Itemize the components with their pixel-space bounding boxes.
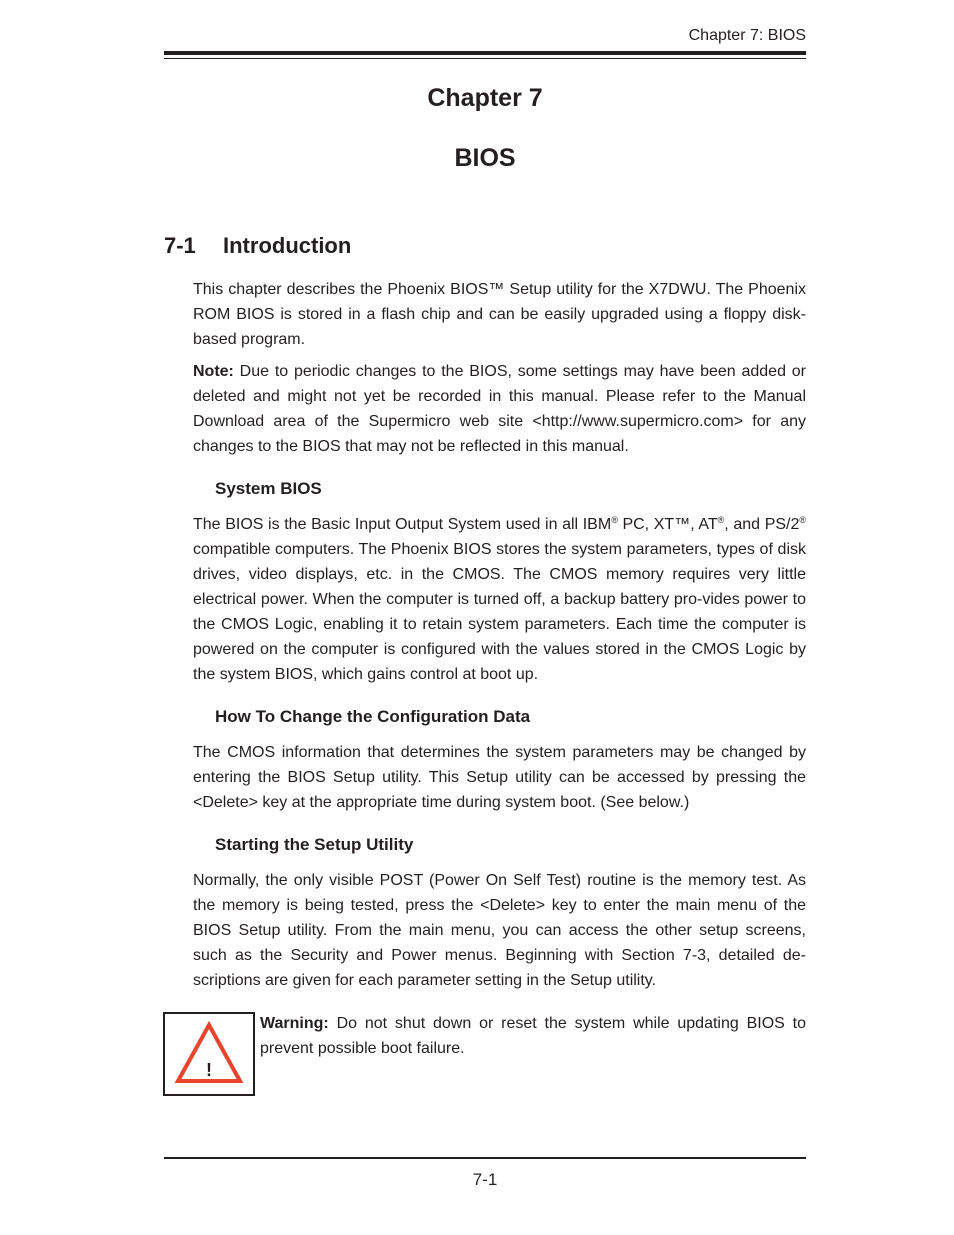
system-bios-text-2: PC, XT™, AT <box>617 516 718 533</box>
config-data-paragraph: The CMOS information that determines the system parameters may be changed by entering the BIOS Setup utility. This Setup utility can be accessed by pressing the <Delete> key at the appropriate time during system boot. (See below.) <box>193 744 806 811</box>
note-text: Due to periodic changes to the BIOS, some settings may have been added or deleted and might not yet be recorded in this manual. Please refer to the Manual Download area of the Supermicro web site <http://www.supermicro.com> for any changes to the BIOS that may not be reflected in this manual. <box>193 363 806 455</box>
system-bios-heading: System BIOS <box>215 479 322 498</box>
system-bios-text-1: The BIOS is the Basic Input Output System used in all IBM <box>193 516 612 533</box>
warning-body: Do not shut down or reset the system while updating BIOS to prevent possible boot failure. <box>260 1015 806 1057</box>
system-bios-paragraph <box>193 512 806 687</box>
registered-mark: ® <box>611 515 618 525</box>
setup-utility-heading: Starting the Setup Utility <box>215 835 414 854</box>
page-number: 7-1 <box>472 1170 498 1189</box>
note-label: Note: <box>193 363 234 380</box>
system-bios-text-4: compatible computers. The Phoenix BIOS stores the system parameters, types of disk drives, video displays, etc. in the CMOS. The CMOS memory requires very little electrical power. When the computer is turned off, a backup battery pro-vides power to the CMOS Logic, enabling it to retain system parameters. Each time the computer is powered on the computer is configured with the values stored in the CMOS Logic by the system BIOS, which gains control at boot up. <box>193 541 806 683</box>
system-bios-text-3: , and PS/2 <box>724 516 800 533</box>
config-data-heading: How To Change the Configuration Data <box>215 707 531 726</box>
header-rule-thin <box>164 58 806 59</box>
note-paragraph <box>193 359 806 459</box>
warning-box <box>163 1012 255 1096</box>
footer-rule <box>164 1157 806 1159</box>
section-number: 7-1 <box>164 233 196 258</box>
chapter-subtitle: BIOS <box>454 144 516 172</box>
running-header: Chapter 7: BIOS <box>688 27 806 44</box>
registered-mark: ® <box>799 515 807 525</box>
section-title: Introduction <box>223 233 352 258</box>
warning-triangle-icon <box>173 1020 245 1088</box>
chapter-title: Chapter 7 <box>427 84 543 112</box>
warning-text <box>260 1011 806 1061</box>
warning-label: Warning: <box>260 1015 329 1032</box>
section-heading <box>164 233 351 259</box>
setup-utility-paragraph: Normally, the only visible POST (Power On Self Test) routine is the memory test. As the memory is being tested, press the <Delete> key to enter the main menu of the BIOS Setup utility. From the main menu, you can access the other setup screens, such as the Security and Power menus. Beginning with Section 7-3, detailed de-scriptions are given for each parameter setting in the Setup utility. <box>193 872 806 989</box>
registered-mark: ® <box>717 515 725 525</box>
intro-paragraph: This chapter describes the Phoenix BIOS™ Setup utility for the X7DWU. The Phoenix ROM BIOS is stored in a flash chip and can be easily upgraded using a floppy disk-based program. <box>193 281 806 348</box>
warning-glyph: ! <box>206 1060 212 1080</box>
header-rule-thick <box>164 51 806 55</box>
